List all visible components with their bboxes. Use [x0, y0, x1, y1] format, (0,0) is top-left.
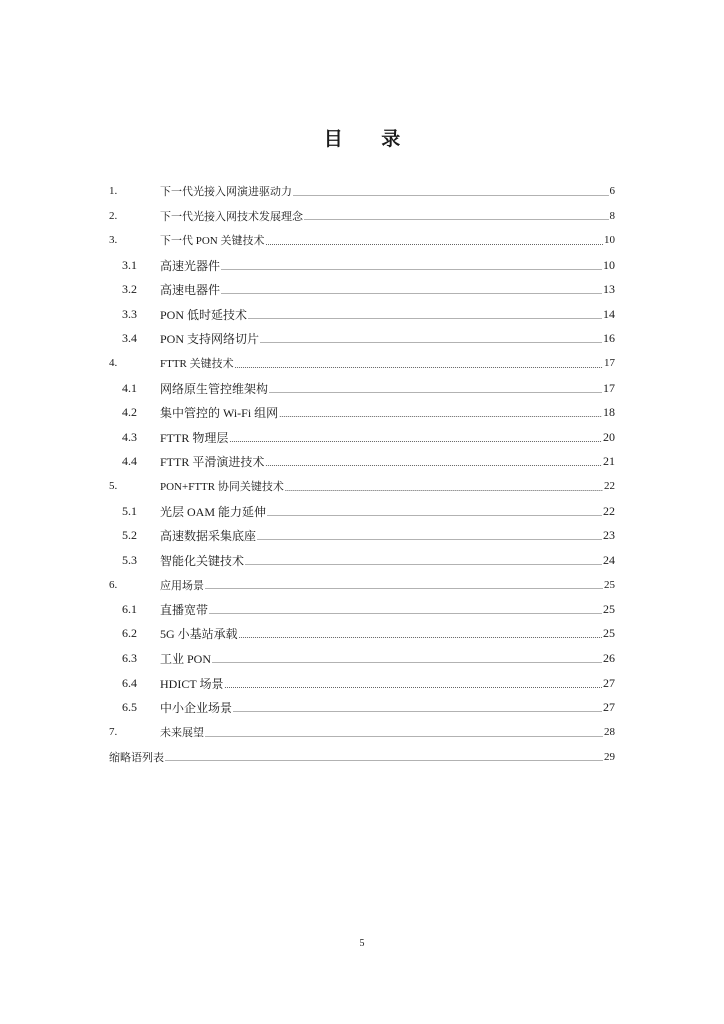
- toc-entry-title: PON 支持网络切片: [160, 332, 260, 347]
- toc-entry[interactable]: [109, 695, 615, 720]
- toc-leader-dots: [239, 631, 602, 640]
- toc-entry-number: 6.5: [122, 700, 137, 715]
- toc-entry-title: 下一代光接入网技术发展理念: [160, 210, 303, 223]
- toc-entry-page: 17: [603, 380, 615, 395]
- toc-entry-page: 22: [603, 503, 615, 518]
- toc-entry[interactable]: [109, 179, 615, 204]
- toc-leader-dots: [266, 238, 603, 247]
- toc-leader-dots: [304, 213, 609, 222]
- toc-leader-dots: [267, 509, 602, 518]
- toc-entry[interactable]: [109, 253, 615, 278]
- toc-entry-title: 应用场景: [160, 579, 204, 592]
- toc-entry-number: 6.3: [122, 651, 137, 666]
- toc-entry-number: 7.: [109, 726, 118, 739]
- toc-leader-dots: [265, 459, 602, 468]
- toc-entry-title: 智能化关键技术: [160, 553, 245, 568]
- toc-leader-dots: [279, 410, 602, 419]
- toc-entry[interactable]: [109, 548, 615, 573]
- toc-entry[interactable]: [109, 720, 615, 745]
- toc-entry-number: 6.2: [122, 626, 137, 641]
- toc-entry[interactable]: [109, 400, 615, 425]
- toc-entry-title: 未来展望: [160, 727, 204, 740]
- toc-entry-title: 工业 PON: [160, 652, 212, 667]
- toc-leader-dots: [165, 754, 603, 763]
- table-of-contents: [109, 179, 615, 769]
- page-number: 5: [359, 938, 365, 949]
- toc-entry-title: PON 低时延技术: [160, 307, 248, 322]
- toc-entry[interactable]: [109, 204, 615, 229]
- toc-entry-page: 6: [609, 185, 615, 198]
- toc-leader-dots: [269, 386, 602, 395]
- toc-entry[interactable]: [109, 376, 615, 401]
- toc-entry[interactable]: [109, 228, 615, 253]
- toc-entry-page: 18: [603, 405, 615, 420]
- toc-entry[interactable]: [109, 597, 615, 622]
- toc-entry-number: 4.3: [122, 429, 137, 444]
- toc-entry-number: 4.: [109, 357, 118, 370]
- toc-leader-dots: [221, 287, 602, 296]
- toc-entry[interactable]: [109, 523, 615, 548]
- toc-entry-number: 3.4: [122, 331, 137, 346]
- toc-entry-number: 6.1: [122, 601, 137, 616]
- toc-entry-number: 5.3: [122, 552, 137, 567]
- toc-entry-page: 10: [604, 234, 615, 247]
- toc-leader-dots: [221, 263, 602, 272]
- toc-entry-title: FTTR 物理层: [160, 430, 229, 445]
- page-title: 目 录: [323, 128, 417, 150]
- toc-entry-title: 高速电器件: [160, 283, 221, 298]
- toc-leader-dots: [233, 705, 602, 714]
- toc-entry-page: 27: [603, 700, 615, 715]
- toc-entry-number: 4.1: [122, 380, 137, 395]
- toc-entry-number: 6.: [109, 578, 118, 591]
- toc-leader-dots: [224, 681, 602, 690]
- toc-entry-number: 6.4: [122, 675, 137, 690]
- toc-entry-number: 5.1: [122, 503, 137, 518]
- toc-entry[interactable]: [109, 351, 615, 376]
- toc-entry-title: FTTR 关键技术: [160, 358, 234, 371]
- toc-leader-dots: [257, 533, 602, 542]
- toc-entry-title: 集中管控的 Wi-Fi 组网: [160, 406, 279, 421]
- toc-entry-page: 27: [603, 675, 615, 690]
- toc-entry[interactable]: [109, 327, 615, 352]
- toc-entry[interactable]: [109, 302, 615, 327]
- toc-entry-page: 29: [604, 750, 615, 763]
- toc-leader-dots: [235, 361, 603, 370]
- toc-entry[interactable]: [109, 646, 615, 671]
- toc-entry-title: HDICT 场景: [160, 676, 224, 691]
- toc-leader-dots: [293, 189, 609, 198]
- toc-entry-page: 22: [604, 480, 615, 493]
- toc-leader-dots: [248, 312, 602, 321]
- toc-entry-title: 下一代 PON 关键技术: [160, 235, 265, 248]
- toc-entry-page: 25: [604, 578, 615, 591]
- toc-entry-title: 直播宽带: [160, 602, 209, 617]
- toc-entry-number: 3.: [109, 234, 118, 247]
- toc-entry-page: 8: [609, 209, 615, 222]
- toc-entry-title: 高速数据采集底座: [160, 529, 257, 544]
- toc-entry-page: 16: [603, 331, 615, 346]
- toc-entry-title: FTTR 平滑演进技术: [160, 455, 265, 470]
- toc-entry-page: 21: [603, 454, 615, 469]
- toc-entry-number: 3.3: [122, 306, 137, 321]
- toc-entry[interactable]: [109, 622, 615, 647]
- toc-entry-page: 17: [604, 357, 615, 370]
- toc-entry[interactable]: [109, 450, 615, 475]
- toc-entry[interactable]: [109, 277, 615, 302]
- toc-entry-page: 23: [603, 528, 615, 543]
- toc-entry-title: 下一代光接入网演进驱动力: [160, 186, 292, 199]
- toc-entry-page: 26: [603, 651, 615, 666]
- toc-leader-dots: [229, 435, 602, 444]
- toc-leader-dots: [285, 484, 603, 493]
- toc-entry-number: 1.: [109, 185, 118, 198]
- toc-entry-number: 2.: [109, 209, 118, 222]
- toc-entry-page: 24: [603, 552, 615, 567]
- toc-entry-title: 5G 小基站承载: [160, 627, 238, 642]
- toc-entry-page: 14: [603, 306, 615, 321]
- toc-entry-title: PON+FTTR 协同关键技术: [160, 481, 284, 494]
- toc-entry-number: 3.2: [122, 282, 137, 297]
- toc-entry-number: 5.2: [122, 528, 137, 543]
- toc-entry-title: 中小企业场景: [160, 701, 233, 716]
- toc-entry-title: 光层 OAM 能力延伸: [160, 504, 267, 519]
- toc-leader-dots: [205, 582, 603, 591]
- toc-leader-dots: [245, 558, 602, 567]
- toc-entry[interactable]: [109, 671, 615, 696]
- toc-entry[interactable]: [109, 474, 615, 499]
- toc-entry-title: 网络原生管控维架构: [160, 381, 269, 396]
- toc-leader-dots: [212, 656, 602, 665]
- toc-entry-number: 3.1: [122, 257, 137, 272]
- toc-entry-number: 5.: [109, 480, 118, 493]
- toc-leader-dots: [260, 336, 602, 345]
- toc-leader-dots: [205, 730, 603, 739]
- toc-entry-page: 13: [603, 282, 615, 297]
- toc-leader-dots: [209, 607, 602, 616]
- toc-entry-number: 4.2: [122, 405, 137, 420]
- toc-entry[interactable]: [109, 573, 615, 598]
- toc-entry[interactable]: [109, 745, 615, 770]
- toc-entry-page: 20: [603, 429, 615, 444]
- toc-entry-title: 缩略语列表: [109, 751, 164, 764]
- toc-entry-page: 28: [604, 726, 615, 739]
- toc-entry-page: 25: [603, 601, 615, 616]
- toc-entry-page: 25: [603, 626, 615, 641]
- toc-entry-number: 4.4: [122, 454, 137, 469]
- toc-entry[interactable]: [109, 499, 615, 524]
- toc-entry[interactable]: [109, 425, 615, 450]
- toc-entry-page: 10: [603, 257, 615, 272]
- toc-entry-title: 高速光器件: [160, 258, 221, 273]
